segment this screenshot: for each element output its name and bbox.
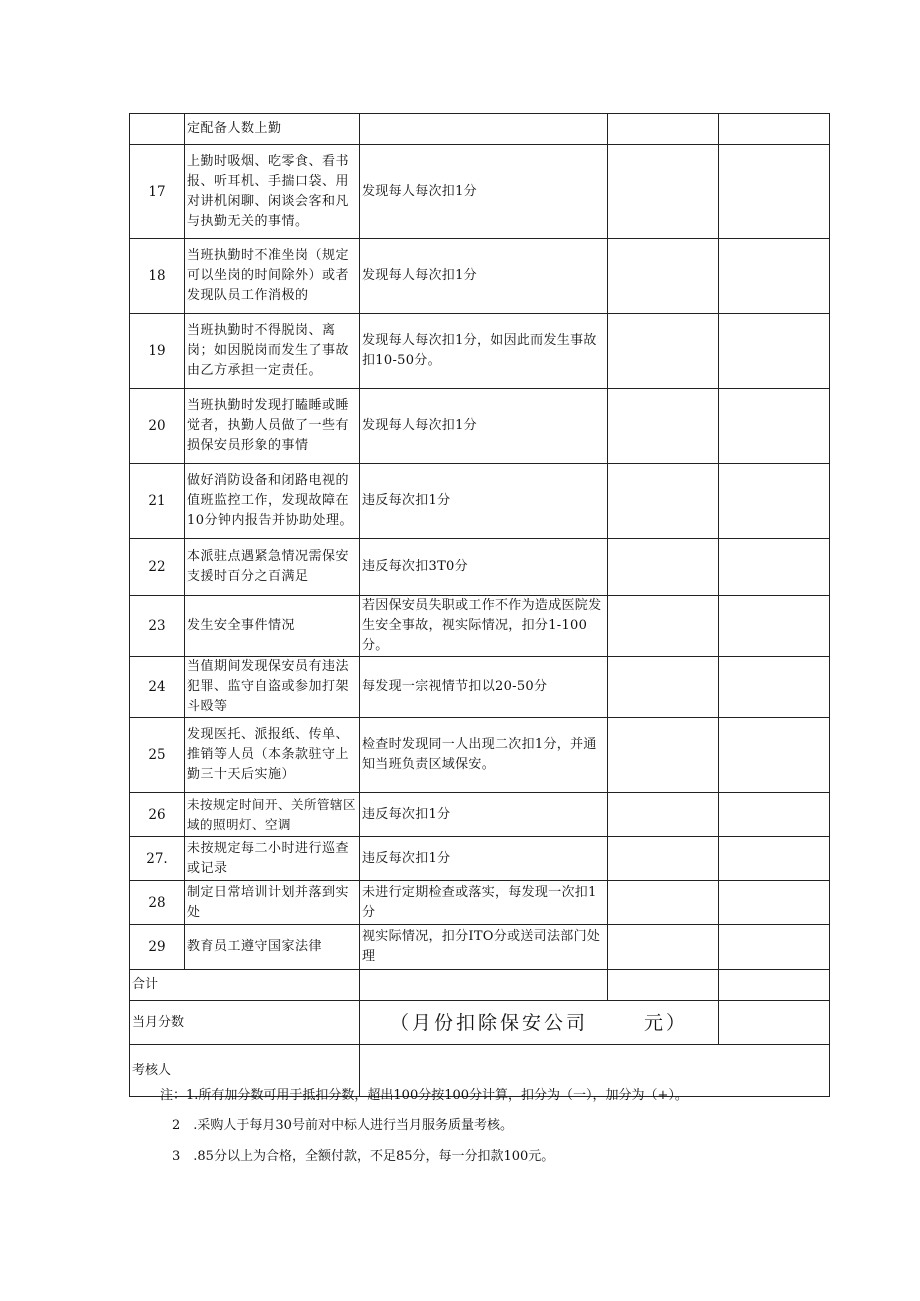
month-score-label: 当月分数 <box>130 1001 360 1045</box>
row-blank <box>719 925 830 970</box>
row-standard: 若因保安员失职或工作不作为造成医院发生安全事故，视实际情况，扣分1-100分。 <box>360 596 608 657</box>
row-item: 未按规定时间开、关所管辖区域的照明灯、空调 <box>185 793 360 837</box>
row-standard: 检查时发现同一人出现二次扣1分，并通知当班负责区域保安。 <box>360 718 608 793</box>
table-row <box>130 793 830 837</box>
total-row <box>130 970 830 1001</box>
assessor-label: 考核人 <box>130 1045 360 1097</box>
row-item: 定配备人数上勤 <box>185 114 360 145</box>
row-blank <box>719 657 830 718</box>
row-item: 本派驻点遇紧急情况需保安支援时百分之百满足 <box>185 539 360 596</box>
row-item: 做好消防设备和闭路电视的值班监控工作，发现故障在10分钟内报告并协助处理。 <box>185 464 360 539</box>
row-blank <box>608 145 719 239</box>
table-row <box>130 314 830 389</box>
table-row <box>130 389 830 464</box>
row-number: 23 <box>130 596 185 657</box>
row-blank <box>608 837 719 881</box>
row-number: 22 <box>130 539 185 596</box>
total-label: 合计 <box>130 970 360 1001</box>
row-blank <box>608 657 719 718</box>
row-blank <box>608 970 719 1001</box>
table-row <box>130 881 830 925</box>
note-2: 2 .采购人于每月30号前对中标人进行当月服务质量考核。 <box>172 1118 513 1133</box>
row-standard: 违反每次扣1分 <box>360 837 608 881</box>
row-standard: 发现每人每次扣1分 <box>360 389 608 464</box>
row-blank <box>719 239 830 314</box>
row-blank <box>719 314 830 389</box>
row-blank <box>608 114 719 145</box>
table-row <box>130 464 830 539</box>
row-blank <box>608 596 719 657</box>
month-score-row <box>130 1001 830 1045</box>
row-item: 当值期间发现保安员有违法犯罪、监守自盗或参加打架斗殴等 <box>185 657 360 718</box>
total-value <box>360 970 608 1001</box>
row-number: 28 <box>130 881 185 925</box>
row-blank <box>608 464 719 539</box>
row-number: 29 <box>130 925 185 970</box>
row-blank <box>719 596 830 657</box>
row-number <box>130 114 185 145</box>
table-row <box>130 657 830 718</box>
row-standard: 每发现一宗视情节扣以20-50分 <box>360 657 608 718</box>
row-item: 教育员工遵守国家法律 <box>185 925 360 970</box>
row-item: 上勤时吸烟、吃零食、看书报、听耳机、手揣口袋、用对讲机闲聊、闲谈会客和凡与执勤无关的事情。 <box>185 145 360 239</box>
row-standard: 违反每次扣3T0分 <box>360 539 608 596</box>
row-item: 未按规定每二小时进行巡查或记录 <box>185 837 360 881</box>
deduction-text-b: 元） <box>644 1011 689 1034</box>
row-number: 17 <box>130 145 185 239</box>
table-row <box>130 239 830 314</box>
row-number: 21 <box>130 464 185 539</box>
table-row <box>130 114 830 145</box>
row-blank <box>608 539 719 596</box>
row-blank <box>608 389 719 464</box>
row-number: 27. <box>130 837 185 881</box>
row-blank <box>719 464 830 539</box>
note-1: 注：1.所有加分数可用于抵扣分数，超出100分按100分计算，扣分为（一），加分为（+）。 <box>160 1088 688 1103</box>
row-number: 18 <box>130 239 185 314</box>
row-number: 26 <box>130 793 185 837</box>
row-blank <box>608 239 719 314</box>
row-number: 24 <box>130 657 185 718</box>
row-blank <box>719 389 830 464</box>
row-standard: 发现每人每次扣1分，如因此而发生事故扣10-50分。 <box>360 314 608 389</box>
table-row <box>130 539 830 596</box>
table-row <box>130 837 830 881</box>
row-number: 25 <box>130 718 185 793</box>
row-item: 发现医托、派报纸、传单、推销等人员（本条款驻守上勤三十天后实施） <box>185 718 360 793</box>
row-standard: 违反每次扣1分 <box>360 793 608 837</box>
row-standard: 发现每人每次扣1分 <box>360 239 608 314</box>
table-row <box>130 925 830 970</box>
row-item: 发生安全事件情况 <box>185 596 360 657</box>
row-blank <box>608 881 719 925</box>
row-standard: 违反每次扣1分 <box>360 464 608 539</box>
row-blank <box>719 539 830 596</box>
row-blank <box>719 114 830 145</box>
row-number: 19 <box>130 314 185 389</box>
row-blank <box>608 793 719 837</box>
row-blank <box>608 314 719 389</box>
row-item: 当班执勤时不得脱岗、离岗；如因脱岗而发生了事故由乙方承担一定责任。 <box>185 314 360 389</box>
assessment-table <box>129 113 830 1097</box>
row-blank <box>719 1001 830 1045</box>
row-standard <box>360 114 608 145</box>
row-blank <box>608 925 719 970</box>
row-blank <box>719 793 830 837</box>
row-standard: 发现每人每次扣1分 <box>360 145 608 239</box>
deduction-statement <box>360 1001 719 1045</box>
row-item: 当班执勤时发现打瞌睡或睡觉者，执勤人员做了一些有损保安员形象的事情 <box>185 389 360 464</box>
row-blank <box>719 145 830 239</box>
table-row <box>130 596 830 657</box>
row-blank <box>719 837 830 881</box>
table-row <box>130 145 830 239</box>
row-standard: 未进行定期检查或落实，每发现一次扣1分 <box>360 881 608 925</box>
note-3: 3 .85分以上为合格，全额付款，不足85分，每一分扣款100元。 <box>172 1149 555 1164</box>
row-item: 制定日常培训计划并落到实处 <box>185 881 360 925</box>
row-blank <box>719 718 830 793</box>
deduction-text-a: （月份扣除保安公司 <box>389 1011 588 1034</box>
row-blank <box>719 970 830 1001</box>
row-standard: 视实际情况，扣分ITO分或送司法部门处理 <box>360 925 608 970</box>
row-blank <box>608 718 719 793</box>
row-number: 20 <box>130 389 185 464</box>
row-item: 当班执勤时不准坐岗（规定可以坐岗的时间除外）或者发现队员工作消极的 <box>185 239 360 314</box>
row-blank <box>719 881 830 925</box>
table-row <box>130 718 830 793</box>
